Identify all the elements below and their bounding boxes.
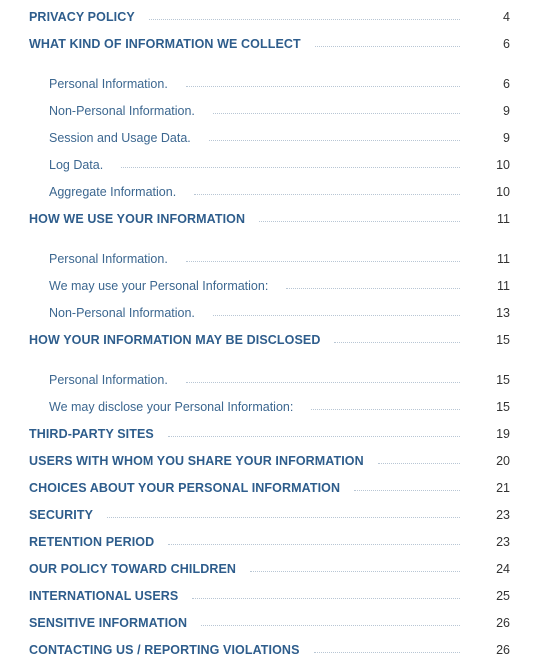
toc-entry-label[interactable]: USERS WITH WHOM YOU SHARE YOUR INFORMATION [29,454,364,468]
dot-leader [186,381,460,383]
toc-page-number: 25 [496,589,510,603]
toc-page-number: 11 [497,252,510,266]
toc-subentry-label[interactable]: Non-Personal Information. [49,104,195,118]
toc-page-number: 23 [496,508,510,522]
dot-leader [315,45,460,47]
dot-leader [192,597,460,599]
dot-leader [201,624,460,626]
toc-entry-privacy-policy[interactable] [0,7,541,27]
toc-subentry[interactable] [0,155,541,175]
toc-entry-label[interactable]: SENSITIVE INFORMATION [29,616,188,630]
toc-page-number: 10 [496,158,510,172]
toc-page-number: 9 [503,104,510,118]
dot-leader [354,489,460,491]
toc-page-number: 13 [496,306,510,320]
toc-subentry[interactable] [0,397,541,417]
dot-leader [250,570,460,572]
toc-subentry-label[interactable]: Personal Information. [49,252,168,266]
dot-leader [334,341,460,343]
toc-entry-users-share[interactable] [0,451,541,471]
dot-leader [194,193,460,195]
dot-leader [311,408,460,410]
toc-entry-sensitive-information[interactable] [0,613,541,633]
toc-entry-label[interactable]: SECURITY [29,508,94,522]
toc-entry-how-we-use[interactable] [0,209,541,229]
toc-page-number: 19 [496,427,510,441]
toc-subentry[interactable] [0,276,541,296]
dot-leader [314,651,460,653]
dot-leader [286,287,460,289]
toc-page-number: 11 [497,279,510,293]
dot-leader [186,85,460,87]
toc-subentry-label[interactable]: We may use your Personal Information: [49,279,269,293]
toc-entry-choices[interactable] [0,478,541,498]
toc-subentry[interactable] [0,128,541,148]
toc-page-number: 4 [503,10,510,24]
toc-entry-children[interactable] [0,559,541,579]
toc-subentry-label[interactable]: Session and Usage Data. [49,131,191,145]
toc-page-number: 21 [496,481,510,495]
dot-leader [259,220,460,222]
dot-leader [168,435,460,437]
toc-page-number: 26 [496,643,510,657]
toc-entry-retention-period[interactable] [0,532,541,552]
dot-leader [186,260,460,262]
toc-entry-label[interactable]: PRIVACY POLICY [29,10,135,24]
toc-entry-label[interactable]: HOW YOUR INFORMATION MAY BE DISCLOSED [29,333,321,347]
toc-entry-label[interactable]: WHAT KIND OF INFORMATION WE COLLECT [29,37,301,51]
toc-page-number: 26 [496,616,510,630]
toc-subentry-label[interactable]: We may disclose your Personal Information: [49,400,294,414]
toc-subentry-label[interactable]: Personal Information. [49,373,168,387]
toc-subentry[interactable] [0,249,541,269]
toc-entry-contacting-us[interactable] [0,640,541,660]
toc-page-number: 6 [503,77,510,91]
toc-page-number: 10 [496,185,510,199]
toc-page-number: 15 [496,333,510,347]
dot-leader [121,166,460,168]
toc-page-number: 6 [503,37,510,51]
toc-page-number: 15 [496,373,510,387]
toc-page-number: 20 [496,454,510,468]
toc-entry-security[interactable] [0,505,541,525]
toc-entry-how-disclosed[interactable] [0,330,541,350]
toc-subentry[interactable] [0,182,541,202]
toc-subentry[interactable] [0,74,541,94]
toc-page-number: 9 [503,131,510,145]
toc-page-number: 15 [496,400,510,414]
toc-subentry-label[interactable]: Aggregate Information. [49,185,177,199]
toc-entry-label[interactable]: INTERNATIONAL USERS [29,589,179,603]
dot-leader [213,112,460,114]
toc-entry-label[interactable]: OUR POLICY TOWARD CHILDREN [29,562,237,576]
toc-subentry[interactable] [0,370,541,390]
dot-leader [149,18,460,20]
dot-leader [168,543,460,545]
dot-leader [209,139,460,141]
toc-entry-label[interactable]: RETENTION PERIOD [29,535,155,549]
toc-entry-label[interactable]: HOW WE USE YOUR INFORMATION [29,212,246,226]
toc-entry-label[interactable]: CHOICES ABOUT YOUR PERSONAL INFORMATION [29,481,341,495]
toc-entry-what-we-collect[interactable] [0,34,541,54]
dot-leader [107,516,460,518]
toc-subentry[interactable] [0,101,541,121]
dot-leader [378,462,460,464]
toc-subentry-label[interactable]: Non-Personal Information. [49,306,195,320]
toc-subentry-label[interactable]: Log Data. [49,158,104,172]
toc-entry-international-users[interactable] [0,586,541,606]
toc-entry-third-party-sites[interactable] [0,424,541,444]
toc-page-number: 23 [496,535,510,549]
toc-page-number: 24 [496,562,510,576]
toc-entry-label[interactable]: THIRD-PARTY SITES [29,427,154,441]
dot-leader [213,314,460,316]
toc-subentry[interactable] [0,303,541,323]
toc-subentry-label[interactable]: Personal Information. [49,77,168,91]
toc-entry-label[interactable]: CONTACTING US / REPORTING VIOLATIONS [29,643,300,657]
toc-page-number: 11 [497,212,510,226]
